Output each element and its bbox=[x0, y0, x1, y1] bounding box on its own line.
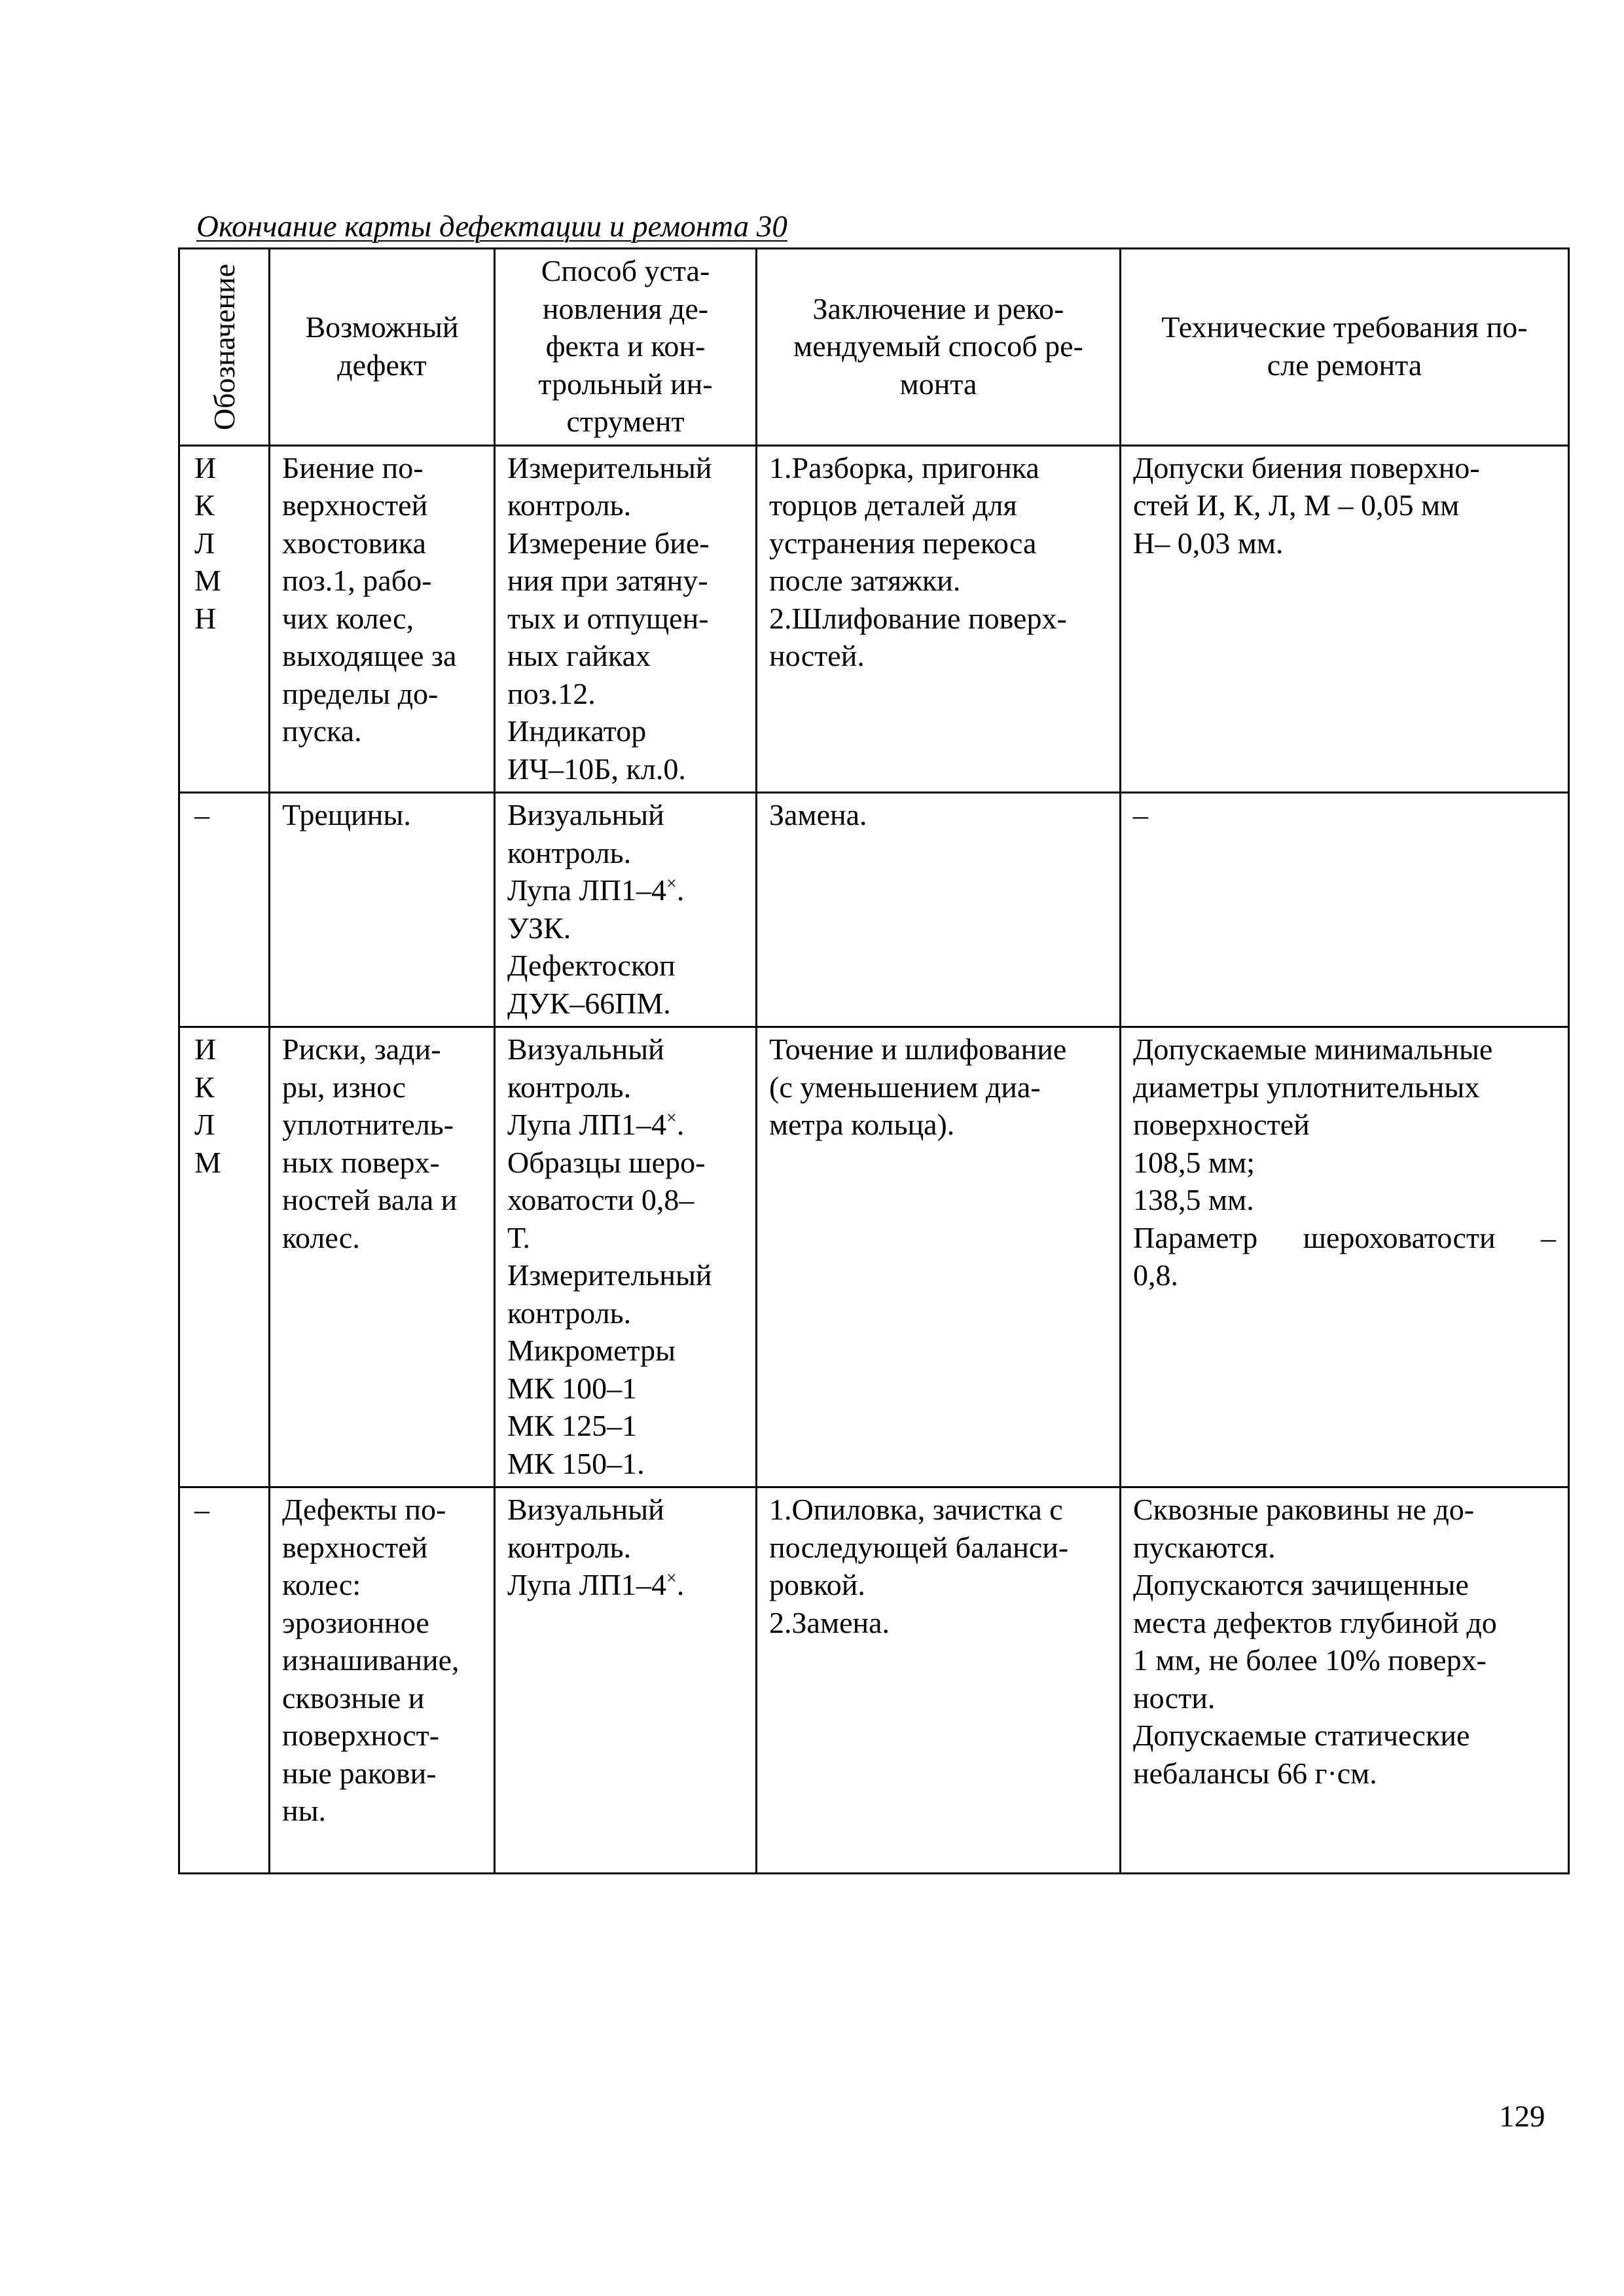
method-line: тых и отпущен- bbox=[507, 601, 709, 635]
loupe-end: . bbox=[676, 873, 685, 907]
requirements-line: Допускаются зачищенные bbox=[1133, 1568, 1469, 1601]
table-caption: Окончание карты дефектации и ремонта 30 bbox=[196, 210, 787, 244]
header-method-line: фекта и кон- bbox=[545, 329, 706, 363]
cell-designation bbox=[179, 793, 270, 1027]
defect-line: Биение по- bbox=[282, 450, 424, 484]
cell-designation bbox=[179, 1487, 270, 1874]
method-line: Визуальный bbox=[507, 798, 664, 831]
conclusion-line: последующей баланси- bbox=[769, 1530, 1069, 1564]
method-line: Образцы шеро- bbox=[507, 1145, 706, 1179]
conclusion-line: ностей. bbox=[769, 639, 865, 672]
loupe-end: . bbox=[676, 1108, 685, 1141]
header-conclusion bbox=[757, 249, 1121, 446]
method-line: поз.12. bbox=[507, 676, 596, 710]
defect-line: пределы до- bbox=[282, 676, 439, 710]
method-line: ДУК–66ПМ. bbox=[507, 986, 671, 1020]
designation-line: К bbox=[194, 1070, 215, 1104]
requirements-line: – bbox=[1133, 798, 1148, 831]
designation-line: М bbox=[194, 1145, 221, 1179]
header-method-line: трольный ин- bbox=[538, 367, 713, 401]
requirements-line: Допускаемые статические bbox=[1133, 1719, 1470, 1752]
designation-line: И bbox=[194, 1032, 217, 1066]
method-line: ИЧ–10Б, кл.0. bbox=[507, 752, 686, 786]
header-defect-line: дефект bbox=[337, 348, 427, 382]
defect-line: уплотнитель- bbox=[282, 1108, 454, 1141]
conclusion-line: 1.Разборка, пригонка bbox=[769, 450, 1039, 484]
designation-line: И bbox=[194, 450, 217, 484]
conclusion-line: ровкой. bbox=[769, 1568, 865, 1601]
requirements-line: Допускаемые минимальные bbox=[1133, 1032, 1493, 1066]
defect-line: ностей вала и bbox=[282, 1183, 458, 1216]
defect-line: поз.1, рабо- bbox=[282, 564, 432, 597]
requirements-line: 0,8. bbox=[1133, 1258, 1178, 1292]
header-method-line: Способ уста- bbox=[541, 254, 710, 287]
defect-line: верхностей bbox=[282, 1530, 428, 1564]
requirements-line: Сквозные раковины не до- bbox=[1133, 1493, 1475, 1526]
designation-line: К bbox=[194, 488, 215, 522]
defect-line: ры, износ bbox=[282, 1070, 406, 1104]
page-number: 129 bbox=[1499, 2100, 1545, 2134]
defect-line: Риски, зади- bbox=[282, 1032, 441, 1066]
defect-line: ны. bbox=[282, 1794, 327, 1827]
header-method bbox=[495, 249, 757, 446]
method-line: контроль. bbox=[507, 488, 632, 522]
method-line: МК 100–1 bbox=[507, 1371, 638, 1405]
defect-line: выходящее за bbox=[282, 639, 457, 672]
method-line: ховатости 0,8– bbox=[507, 1183, 695, 1216]
cell-method bbox=[495, 445, 757, 793]
loupe-text: Лупа ЛП1–4 bbox=[507, 873, 667, 907]
header-requirements-line: сле ремонта bbox=[1267, 348, 1422, 382]
conclusion-line: после затяжки. bbox=[769, 564, 961, 597]
cell-designation bbox=[179, 445, 270, 793]
method-line: ных гайках bbox=[507, 639, 651, 672]
loupe-text: Лупа ЛП1–4 bbox=[507, 1568, 667, 1601]
method-line: Визуальный bbox=[507, 1032, 664, 1066]
cell-method bbox=[495, 1487, 757, 1874]
cell-defect bbox=[270, 1487, 495, 1874]
cell-requirements bbox=[1121, 793, 1569, 1027]
designation-line: – bbox=[194, 1493, 209, 1526]
conclusion-line: метра кольца). bbox=[769, 1108, 955, 1141]
header-conclusion-line: монта bbox=[899, 367, 977, 401]
method-line: контроль. bbox=[507, 1070, 632, 1104]
conclusion-line: торцов деталей для bbox=[769, 488, 1017, 522]
header-conclusion-line: Заключение и реко- bbox=[812, 291, 1064, 325]
cell-requirements bbox=[1121, 1487, 1569, 1874]
cell-requirements bbox=[1121, 445, 1569, 793]
cell-conclusion bbox=[757, 1487, 1121, 1874]
designation-line: Л bbox=[194, 526, 215, 560]
header-defect bbox=[270, 249, 495, 446]
method-line: Измерительный bbox=[507, 1258, 712, 1292]
method-loupe-line bbox=[507, 1566, 744, 1604]
requirements-line: места дефектов глубиной до bbox=[1133, 1605, 1497, 1639]
method-line: ния при затяну- bbox=[507, 564, 708, 597]
designation-line: – bbox=[194, 798, 209, 831]
defect-line: изнашивание, bbox=[282, 1643, 460, 1677]
header-designation bbox=[179, 249, 270, 446]
defect-line: ные ракови- bbox=[282, 1756, 437, 1790]
conclusion-line: Замена. bbox=[769, 798, 867, 831]
requirements-line: 1 мм, не более 10% поверх- bbox=[1133, 1643, 1487, 1677]
header-method-line: струмент bbox=[566, 405, 685, 438]
defect-line: пуска. bbox=[282, 714, 362, 748]
method-line: контроль. bbox=[507, 1296, 632, 1330]
requirements-line: пускаются. bbox=[1133, 1530, 1276, 1564]
header-requirements-line: Технические требования по- bbox=[1161, 310, 1528, 344]
method-line: Т. bbox=[507, 1220, 530, 1254]
defect-line: сквозные и bbox=[282, 1681, 425, 1715]
conclusion-line: 2.Замена. bbox=[769, 1605, 890, 1639]
defect-line: колес: bbox=[282, 1568, 361, 1601]
conclusion-line: устранения перекоса bbox=[769, 526, 1037, 560]
designation-line: М bbox=[194, 564, 221, 597]
table-row bbox=[179, 445, 1569, 793]
table-row bbox=[179, 793, 1569, 1027]
method-line: УЗК. bbox=[507, 911, 571, 945]
defect-line: Дефекты по- bbox=[282, 1493, 446, 1526]
requirements-line: поверхностей bbox=[1133, 1108, 1310, 1141]
cell-defect bbox=[270, 445, 495, 793]
method-line: контроль. bbox=[507, 835, 632, 869]
header-defect-line: Возможный bbox=[305, 310, 459, 344]
requirements-line: 138,5 мм. bbox=[1133, 1183, 1254, 1216]
conclusion-line: 1.Опиловка, зачистка с bbox=[769, 1493, 1063, 1526]
cell-designation bbox=[179, 1027, 270, 1487]
header-requirements bbox=[1121, 249, 1569, 446]
header-row bbox=[179, 249, 1569, 446]
magnification-sign: × bbox=[666, 1568, 677, 1589]
defect-line: эрозионное bbox=[282, 1605, 429, 1639]
method-line: Визуальный bbox=[507, 1493, 664, 1526]
table-row bbox=[179, 1027, 1569, 1487]
requirements-line: 108,5 мм; bbox=[1133, 1145, 1255, 1179]
defect-line: чих колес, bbox=[282, 601, 414, 635]
method-line: контроль. bbox=[507, 1530, 632, 1564]
requirements-line: стей И, К, Л, М – 0,05 мм bbox=[1133, 488, 1460, 522]
table-row bbox=[179, 1487, 1569, 1874]
requirements-line: диаметры уплотнительных bbox=[1133, 1070, 1480, 1104]
requirements-line: ности. bbox=[1133, 1681, 1216, 1715]
cell-defect bbox=[270, 1027, 495, 1487]
method-loupe-line bbox=[507, 871, 744, 909]
requirements-line: Допуски биения поверхно- bbox=[1133, 450, 1480, 484]
requirements-line: небалансы 66 г·см. bbox=[1133, 1756, 1377, 1790]
requirements-line: Н– 0,03 мм. bbox=[1133, 526, 1284, 560]
defect-line: поверхност- bbox=[282, 1719, 440, 1752]
header-method-line: новления де- bbox=[542, 291, 709, 325]
method-line: Измерение бие- bbox=[507, 526, 710, 560]
method-line: Дефектоскоп bbox=[507, 949, 676, 982]
cell-conclusion bbox=[757, 445, 1121, 793]
defect-map-table bbox=[178, 247, 1570, 1874]
cell-method bbox=[495, 1027, 757, 1487]
conclusion-line: (с уменьшением диа- bbox=[769, 1070, 1041, 1104]
cell-conclusion bbox=[757, 1027, 1121, 1487]
method-line: МК 125–1 bbox=[507, 1409, 638, 1442]
cell-requirements bbox=[1121, 1027, 1569, 1487]
header-conclusion-line: мендуемый способ ре- bbox=[793, 329, 1083, 363]
header-designation-label: Обозначение bbox=[207, 263, 241, 430]
cell-conclusion bbox=[757, 793, 1121, 1027]
method-line: Микрометры bbox=[507, 1334, 676, 1367]
loupe-end: . bbox=[676, 1568, 685, 1601]
cell-defect bbox=[270, 793, 495, 1027]
designation-line: Л bbox=[194, 1108, 215, 1141]
method-loupe-line bbox=[507, 1106, 744, 1144]
conclusion-line: 2.Шлифование поверх- bbox=[769, 601, 1067, 635]
method-line: Измерительный bbox=[507, 450, 712, 484]
defect-map-table-container bbox=[178, 247, 1568, 1874]
designation-line: Н bbox=[194, 601, 217, 635]
defect-line: ных поверх- bbox=[282, 1145, 440, 1179]
defect-line: верхностей bbox=[282, 488, 428, 522]
method-line: МК 150–1. bbox=[507, 1446, 645, 1480]
magnification-sign: × bbox=[666, 873, 677, 894]
loupe-text: Лупа ЛП1–4 bbox=[507, 1108, 667, 1141]
defect-line: Трещины. bbox=[282, 798, 411, 831]
defect-line: колес. bbox=[282, 1220, 360, 1254]
cell-method bbox=[495, 793, 757, 1027]
conclusion-line: Точение и шлифование bbox=[769, 1032, 1067, 1066]
defect-line: хвостовика bbox=[282, 526, 426, 560]
method-line: Индикатор bbox=[507, 714, 647, 748]
magnification-sign: × bbox=[666, 1108, 677, 1129]
requirements-line: Параметр шероховатости – bbox=[1133, 1220, 1556, 1254]
